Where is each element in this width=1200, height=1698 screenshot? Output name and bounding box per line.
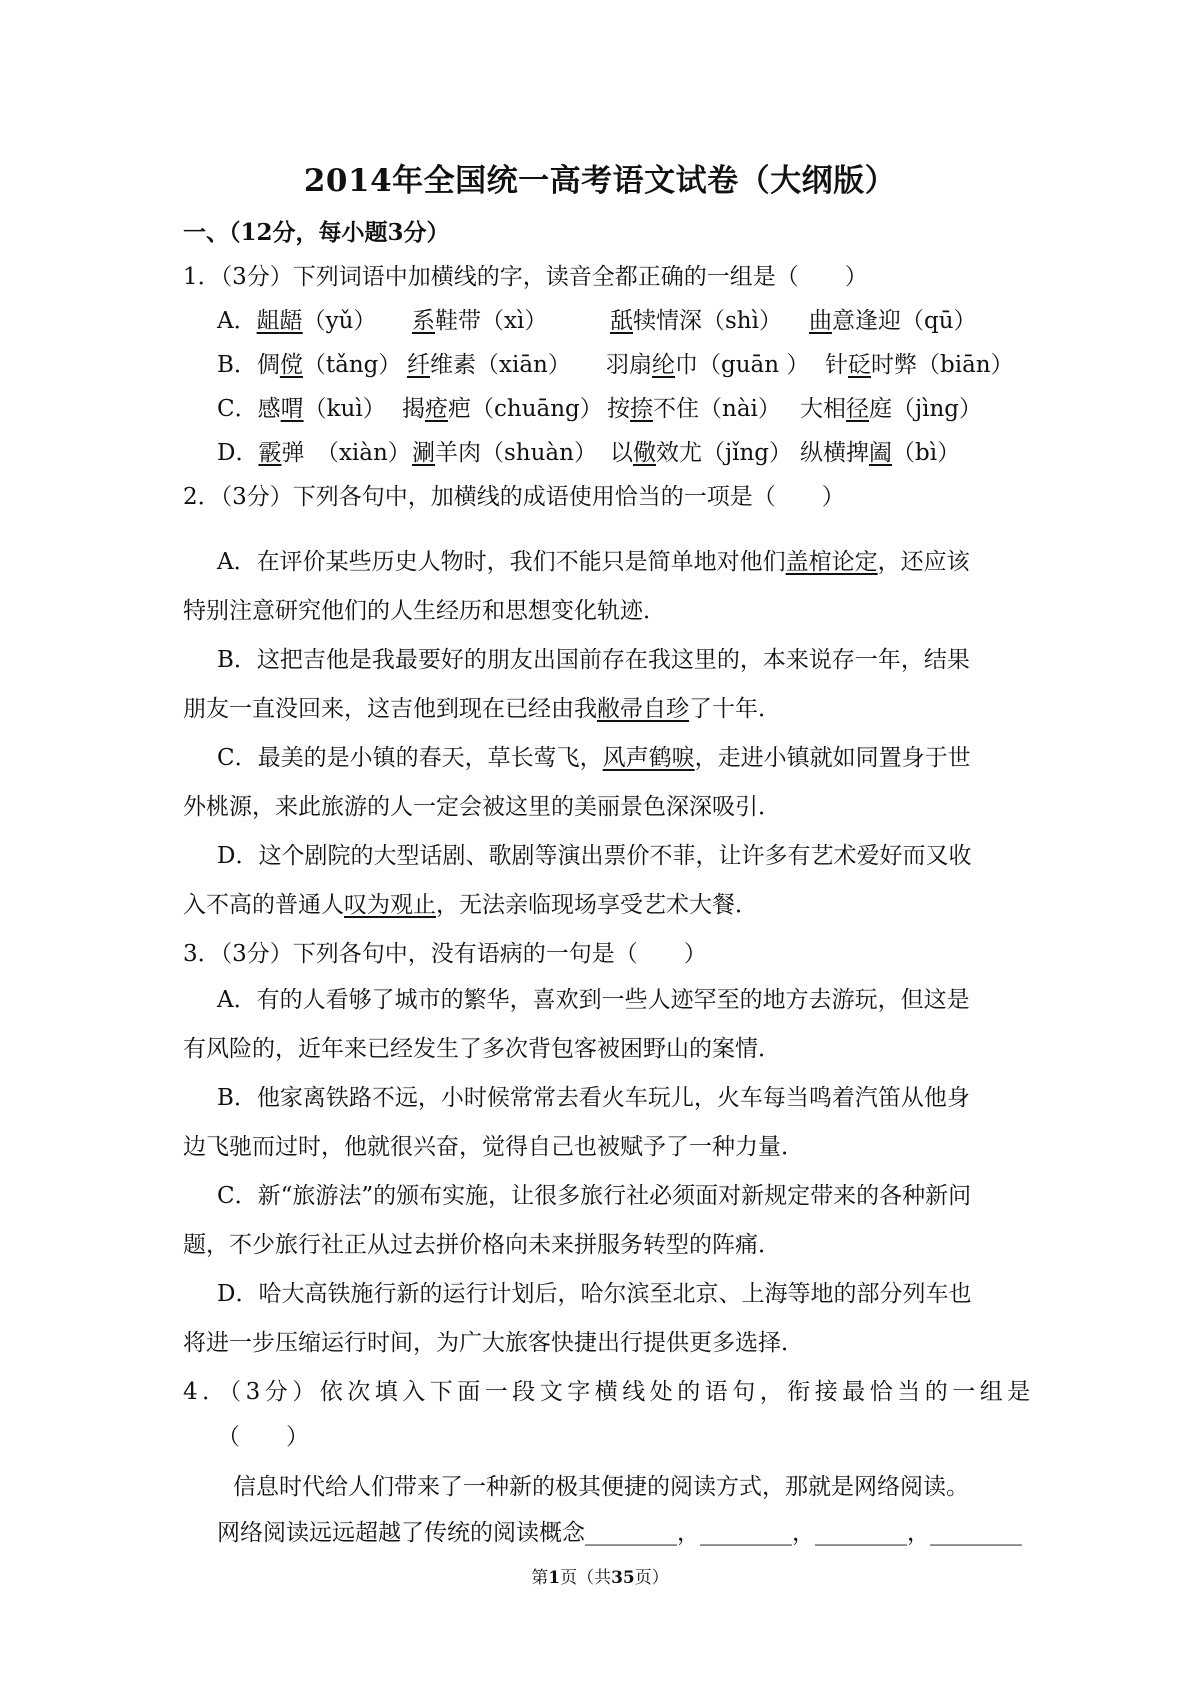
q2-option-c-line2: 外桃源，来此旅游的人一定会被这里的美丽景色深深吸引． [183, 794, 781, 820]
q3-option-b-line2: 边飞驰而过时，他就很兴奋，觉得自己也被赋予了一种力量． [183, 1134, 804, 1160]
q2-option-c-line1: C．最美的是小镇的春天，草长莺飞，风声鹤唳，走进小镇就如同置身于世 [217, 745, 971, 771]
question-4-answer-paren: （ ） [217, 1424, 309, 1450]
q3-option-c-line2: 题，不少旅行社正从过去拼价格向未来拼服务转型的阵痛． [183, 1232, 781, 1258]
q2-option-b-line1: B．这把吉他是我最要好的朋友出国前存在我这里的，本来说存一年，结果 [217, 647, 970, 673]
q3-option-d-line2: 将进一步压缩运行时间，为广大旅客快捷出行提供更多选择． [183, 1330, 804, 1356]
page-footer: 第1页（共35页） [531, 1568, 669, 1588]
page-title: 2014年全国统一高考语文试卷（大纲版） [303, 163, 897, 199]
question-2-stem: 2．（3分）下列各句中，加横线的成语使用恰当的一项是（ ） [183, 484, 845, 510]
q3-option-b-line1: B．他家离铁路不远，小时候常常去看火车玩儿，火车每当鸣着汽笛从他身 [217, 1085, 970, 1111]
total-pages-number: 35 [611, 1568, 635, 1588]
exam-page: 2014年全国统一高考语文试卷（大纲版） 一、（12分，每小题3分） 1．（3分）下列词语中加横线的字，读音全都正确的一组是（ ） A．龃龉（yǔ） 系鞋带（xì） 舐犊情深（shì） 曲意逢迎（qū） B．倜傥（tǎng） 纤维素（xiān） 羽扇纶巾（guān ） 针砭时弊（biān） C．感喟（kuì） 揭疮疤（chuāng） 按捺不住（nài） 大相径庭（jìng） D．霰弹 （xiàn） 涮羊肉（shuàn） 以儆效尤（jǐng） 纵横捭阖（bì） 2．（3分）下列各句中，加横线的成语使用恰当的一项是（ ） A．在评价某些历史人物时，我们不能只是简单地对他们盖棺论定，还应该 特别注意研究他们的人生经历和思想变化轨迹． B．这把吉他是我最要好的朋友出国前存在我这里的，本来说存一年，结果 朋友一直没回来，这吉他到现在已经由我敝帚自珍了十年． C．最美的是小镇的春天，草长莺飞，风声鹤唳，走进小镇就如同置身于世 外桃源，来此旅游的人一定会被这里的美丽景色深深吸引． D．这个剧院的大型话剧、歌剧等演出票价不菲，让许多有艺术爱好而又收 入不高的普通人叹为观止，无法亲临现场享受艺术大餐． 3．（3分）下列各句中，没有语病的一句是（ ） A．有的人看够了城市的繁华，喜欢到一些人迹罕至的地方去游玩，但这是 有风险的，近年来已经发生了多次背包客被困野山的案情． B．他家离铁路不远，小时候常常去看火车玩儿，火车每当鸣着汽笛从他身 边飞驰而过时，他就很兴奋，觉得自己也被赋予了一种力量． C．新“旅游法”的颁布实施，让很多旅行社必须面对新规定带来的各种新问 题，不少旅行社正从过去拼价格向未来拼服务转型的阵痛． D．哈大高铁施行新的运行计划后，哈尔滨至北京、上海等地的部分列车也 将进一步压缩运行时间，为广大旅客快捷出行提供更多选择． 4．（3分）依次填入下面一段文字横线处的语句，衔接最恰当的一组是 （ ） 信息时代给人们带来了一种新的极其便捷的阅读方式，那就是网络阅读。 网络阅读远远超越了传统的阅读概念________，________，________，________ 第1页（共35页） [0, 0, 1200, 1698]
q3-option-a-line1: A．有的人看够了城市的繁华，喜欢到一些人迹罕至的地方去游玩，但这是 [217, 987, 970, 1013]
question-4-stem: 4．（3分）依次填入下面一段文字横线处的语句，衔接最恰当的一组是 [183, 1379, 1035, 1405]
section-heading: 一、（12分，每小题3分） [183, 219, 450, 246]
q2-option-b-line2: 朋友一直没回来，这吉他到现在已经由我敝帚自珍了十年． [183, 696, 781, 722]
question-1-stem: 1．（3分）下列词语中加横线的字，读音全都正确的一组是（ ） [183, 264, 868, 290]
q2-option-a-line2: 特别注意研究他们的人生经历和思想变化轨迹． [183, 598, 666, 624]
q2-option-a-line1: A．在评价某些历史人物时，我们不能只是简单地对他们盖棺论定，还应该 [217, 549, 970, 575]
q4-passage-line2: 网络阅读远远超越了传统的阅读概念________，________，________，________ [217, 1520, 1022, 1546]
q3-option-d-line1: D．哈大高铁施行新的运行计划后，哈尔滨至北京、上海等地的部分列车也 [217, 1281, 972, 1307]
q2-option-d-line2: 入不高的普通人叹为观止，无法亲临现场享受艺术大餐． [183, 892, 758, 918]
current-page-number: 1 [548, 1568, 561, 1588]
q4-passage-line1: 信息时代给人们带来了一种新的极其便捷的阅读方式，那就是网络阅读。 [233, 1474, 969, 1500]
question-3-stem: 3．（3分）下列各句中，没有语病的一句是（ ） [183, 941, 707, 967]
q2-option-d-line1: D．这个剧院的大型话剧、歌剧等演出票价不菲，让许多有艺术爱好而又收 [217, 843, 972, 869]
q3-option-a-line2: 有风险的，近年来已经发生了多次背包客被困野山的案情． [183, 1036, 781, 1062]
q3-option-c-line1: C．新“旅游法”的颁布实施，让很多旅行社必须面对新规定带来的各种新问 [217, 1183, 972, 1209]
